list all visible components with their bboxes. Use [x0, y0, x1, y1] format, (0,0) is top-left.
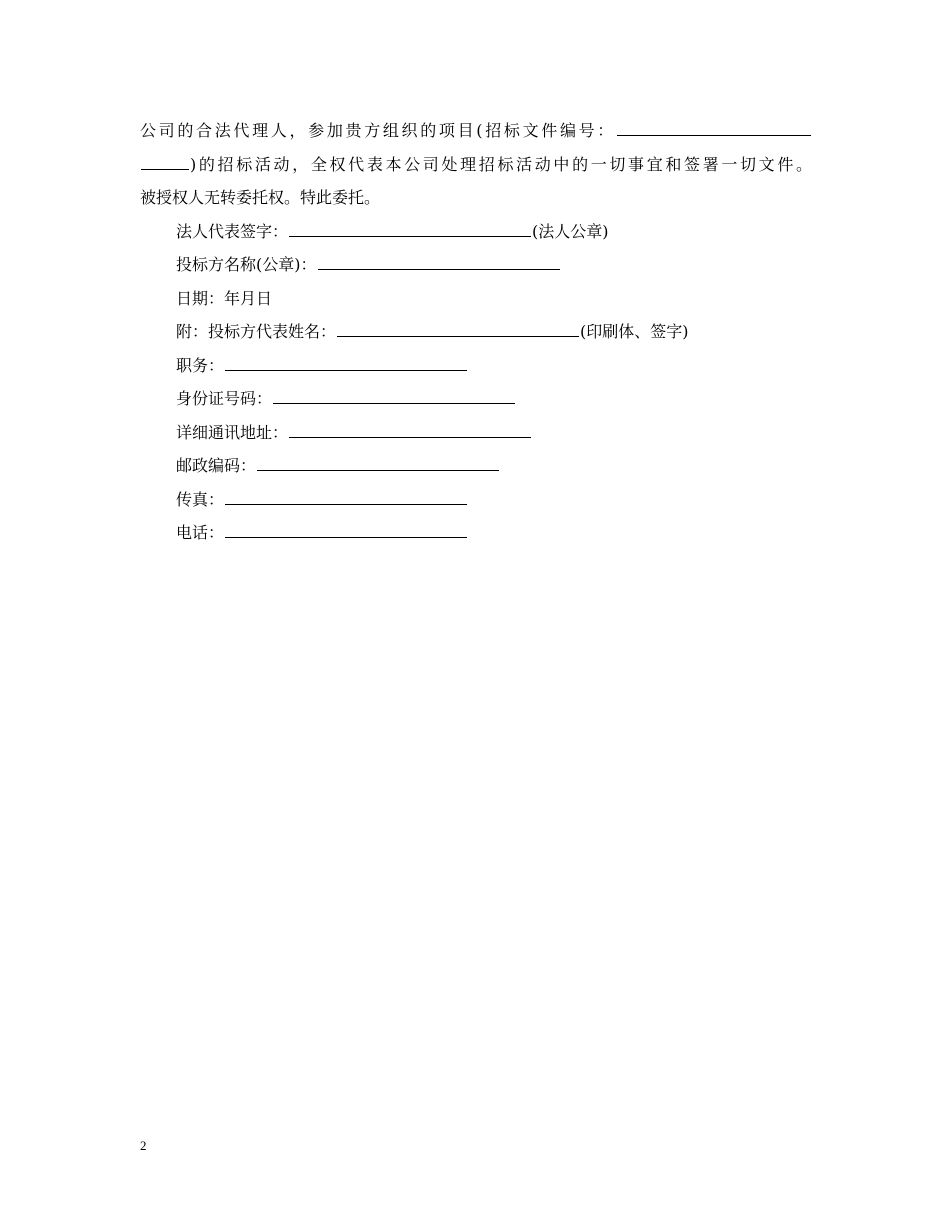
address-label: 详细通讯地址： — [176, 422, 289, 442]
date-text: 日期：年月日 — [176, 288, 273, 308]
legal-rep-signature-suffix: (法人公章) — [532, 221, 609, 241]
bidder-rep-name-suffix: (印刷体、签字) — [580, 322, 689, 341]
bidder-rep-name-blank[interactable] — [337, 319, 579, 337]
page-number: 2 — [140, 1138, 147, 1153]
bidder-rep-name-label: 附：投标方代表姓名： — [176, 322, 337, 341]
id-number-label: 身份证号码： — [176, 389, 273, 408]
legal-rep-signature-row — [140, 215, 812, 249]
paragraph-line-2 — [140, 148, 812, 182]
date-row — [140, 282, 812, 316]
id-number-row — [140, 382, 812, 416]
postcode-row — [140, 449, 812, 483]
address-blank[interactable] — [289, 420, 531, 438]
legal-rep-signature-blank[interactable] — [289, 219, 531, 237]
tender-number-blank-part1[interactable] — [617, 118, 811, 136]
fax-row — [140, 483, 812, 517]
postcode-blank[interactable] — [257, 453, 499, 471]
fax-label: 传真： — [176, 489, 225, 509]
paragraph-line-1 — [140, 114, 812, 148]
legal-rep-signature-label: 法人代表签字： — [176, 221, 289, 241]
postcode-label: 邮政编码： — [176, 456, 257, 475]
bidder-name-row — [140, 248, 812, 282]
paragraph-line-3-text: 被授权人无转委托权。特此委托。 — [140, 188, 381, 207]
phone-blank[interactable] — [225, 520, 467, 538]
bidder-rep-name-row — [140, 315, 812, 349]
position-row — [140, 349, 812, 383]
address-row — [140, 416, 812, 450]
position-blank[interactable] — [225, 353, 467, 371]
tender-number-blank-part2[interactable] — [141, 152, 189, 170]
paragraph-line-3 — [140, 181, 812, 215]
paragraph-line-1-text: 公司的合法代理人，参加贵方组织的项目(招标文件编号： — [140, 121, 616, 140]
bidder-name-blank[interactable] — [318, 252, 560, 270]
bidder-name-label: 投标方名称(公章)： — [176, 255, 317, 274]
paragraph-line-2-text: )的招标活动，全权代表本公司处理招标活动中的一切事宜和签署一切文件。 — [190, 154, 812, 174]
id-number-blank[interactable] — [273, 386, 515, 404]
phone-label: 电话： — [176, 523, 225, 542]
authorization-letter-body — [140, 114, 812, 550]
fax-blank[interactable] — [225, 487, 467, 505]
position-label: 职务： — [176, 355, 225, 375]
phone-row — [140, 516, 812, 550]
